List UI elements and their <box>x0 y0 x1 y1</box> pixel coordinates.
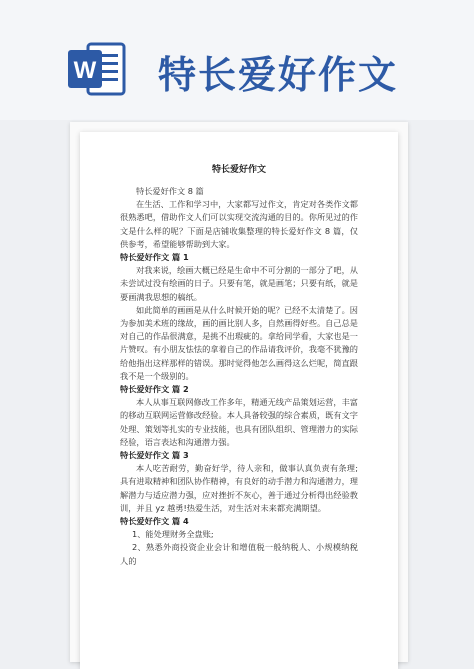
list-item: 1、能处理财务全盘账; <box>132 529 214 540</box>
document-title: 特长爱好作文 <box>211 165 266 175</box>
paragraph: 本人从事互联网修改工作多年，精通无线产品策划运营，丰富的移动互联网运营修改经验。本人具备较强的综合素质，既有文字处理、策划等扎实的专业技能，也具有团队组织、管理潜力的实际经验，语言表达和沟通潜力强。 <box>120 397 358 447</box>
list-item: 2、熟悉外商投资企业会计和增值税一般纳税人、小规模纳税人的 <box>120 542 358 566</box>
intro-paragraph: 在生活、工作和学习中，大家都写过作文，肯定对各类作文都很熟悉吧，借助作文人们可以实现交流沟通的目的。你所见过的作文是什么样的呢？下面是店铺收集整理的特长爱好作文 8 篇，仅供参考，希望能够帮助到大家。 <box>120 199 358 249</box>
svg-text:W: W <box>73 57 97 84</box>
section-heading-4: 特长爱好作文 篇 4 <box>120 516 189 527</box>
paragraph: 对我来说，绘画大概已经是生命中不可分割的一部分了吧，从未尝试过没有绘画的日子。只要有笔，就是画笔；只要有纸，就是要画满我思想的稿纸。 <box>120 265 358 302</box>
section-heading-3: 特长爱好作文 篇 3 <box>120 450 189 461</box>
document-subtitle: 特长爱好作文 8 篇 <box>136 186 204 196</box>
section-heading-1: 特长爱好作文 篇 1 <box>120 252 189 263</box>
section-heading-2: 特长爱好作文 篇 2 <box>120 384 189 395</box>
paragraph: 如此简单的画画是从什么时候开始的呢？已经不太清楚了。因为参加美术班的缘故，画的画比别人多，自然画得好些。自己总是对自己的作品很满意，是挑不出瑕疵的。拿给同学看，大家也是一片赞叹。有小朋友怯怯的拿着自己的作品请我评价，我毫不犹豫的给他指出这样那样的错误。那时觉得他怎么画得这么烂呢，简直跟我不是一个级别的。 <box>120 304 358 381</box>
paragraph: 本人吃苦耐劳，勤奋好学，待人亲和，做事认真负责有条理;具有进取精神和团队协作精神，有良好的动手潜力和沟通潜力，理解潜力与适应潜力强，应对挫折不灰心，善于通过分析得出经验教训，并且 yz 越勇!热爱生活，对生活对未来都充满期望。 <box>120 463 358 513</box>
document-content <box>120 162 358 568</box>
banner-title: 特长爱好作文 <box>158 53 399 97</box>
banner <box>0 0 474 120</box>
document-page <box>80 132 398 669</box>
word-icon <box>66 38 128 100</box>
